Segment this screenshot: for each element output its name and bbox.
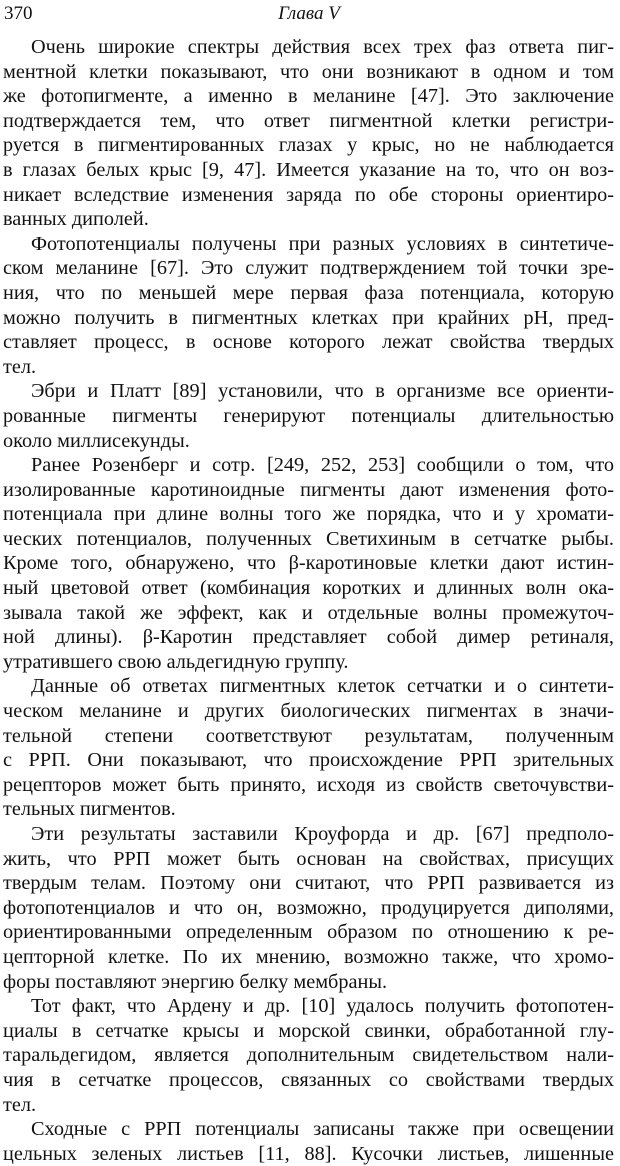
text-line: Эбри и Платт [89] установили, что в организме все ориенти- [31,380,614,403]
text-line: тельных пигментов. [3,798,176,821]
text-line: цельных зеленых листьев [11, 88]. Кусочки листьев, лишенные [3,1142,614,1165]
text-line: рованные пигменты генерируют потенциалы длительностью [3,404,614,427]
paragraph [3,379,614,453]
text-line: ориентированными определенным образом по отношению к ре- [3,921,614,944]
paragraph [3,1117,614,1166]
text-line: никает вследствие изменения заряда по обе стороны ориентиро- [3,183,614,206]
text-line: с РРП. Они показывают, что происхождение РРП зрительных [3,749,614,772]
text-line: Фотопотенциалы получены при разных условиях в синтетиче- [31,232,614,255]
text-line: фотопотенциалов и что он, возможно, продуцируется диполями, [3,896,614,919]
text-line: ском меланине [67]. Это служит подтверждением той точки зре- [3,257,614,280]
text-line: чия в сетчатке процессов, связанных со свойствами твердых [3,1068,614,1091]
page-header [4,2,614,28]
paragraph [3,232,614,380]
text-line: руется в пигментированных глазах у крыс, но не наблюдается [3,134,614,157]
text-line: цепторной клетке. По их мнению, возможно также, что хромо- [3,945,614,968]
text-line: Эти результаты заставили Кроуфорда и др. [67] предполо- [31,823,614,845]
text-line: тельной степени соответствуют результатам, полученным [3,724,614,747]
running-head: Глава V [278,3,340,24]
text-line: Сходные с РРП потенциалы записаны также при освещении [31,1118,614,1141]
text-line: можно получить в пигментных клетках при крайних pH, пред- [3,306,614,329]
text-line: подтверждается тем, что ответ пигментной клетки регистри- [3,109,614,132]
paragraph [3,35,614,232]
text-line: ставляет процесс, в основе которого лежат свойства твердых [3,331,614,354]
text-line: форы поставляют энергию белку мембраны. [3,970,388,993]
text-line: Данные об ответах пигментных клеток сетчатки и о синтети- [31,675,614,698]
text-line: ной длины). β-Каротин представляет собой димер ретиналя, [3,626,614,649]
text-line: Тот факт, что Ардену и др. [10] удалось получить фотопотен- [31,995,614,1018]
text-line: Ранее Розенберг и сотр. [249, 252, 253] сообщили о том, что [31,454,614,477]
text-line: утратившего свою альдегидную группу. [3,650,349,673]
text-line: жить, что РРП может быть основан на свойствах, присущих [3,847,614,870]
paragraph [3,822,614,994]
text-line: ванных диполей. [3,208,149,231]
text-line: же фотопигменте, а именно в меланине [47]. Это заключение [3,85,614,108]
text-line: Очень широкие спектры действия всех трех фаз ответа пиг- [31,36,614,58]
text-line: рецепторов может быть принято, исходя из свойств светочувстви- [3,773,614,796]
text-line: Кроме того, обнаружено, что β-каротиновые клетки дают истин- [3,552,614,575]
page-number: 370 [4,3,33,24]
text-line: зывала такой же эффект, как и отдельные волны промежуточ- [3,601,614,624]
text-line: твердым телам. Поэтому они считают, что РРП развивается из [3,872,614,895]
text-line: потенциала при длине волны того же порядка, что и у хромати- [3,503,614,526]
text-line: тел. [3,1093,37,1116]
text-line: ния, что по меньшей мере первая фаза потенциала, которую [3,281,614,304]
text-line: таральдегидом, является дополнительным свидетельством нали- [3,1044,614,1067]
paragraph [3,674,614,822]
paragraph [3,994,614,1117]
text-line: ческих потенциалов, полученных Светихиным в сетчатке рыбы. [3,527,614,550]
text-line: изолированные каротиноидные пигменты дают изменения фото- [3,478,614,501]
paragraph [3,453,614,674]
text-line: тел. [3,355,37,378]
text-line: циалы в сетчатке крысы и морской свинки, обработанной глу- [3,1019,614,1042]
text-line: около миллисекунды. [3,429,190,452]
body-text [3,35,614,1166]
text-line: в глазах белых крыс [9, 47]. Имеется указание на то, что он воз- [3,158,614,181]
text-line: ный цветовой ответ (комбинация коротких и длинных волн ока- [3,577,614,600]
text-line: ческом меланине и других биологических пигментах в значи- [3,700,614,723]
text-line: ментной клетки показывают, что они возникают в одном и том [3,60,614,83]
